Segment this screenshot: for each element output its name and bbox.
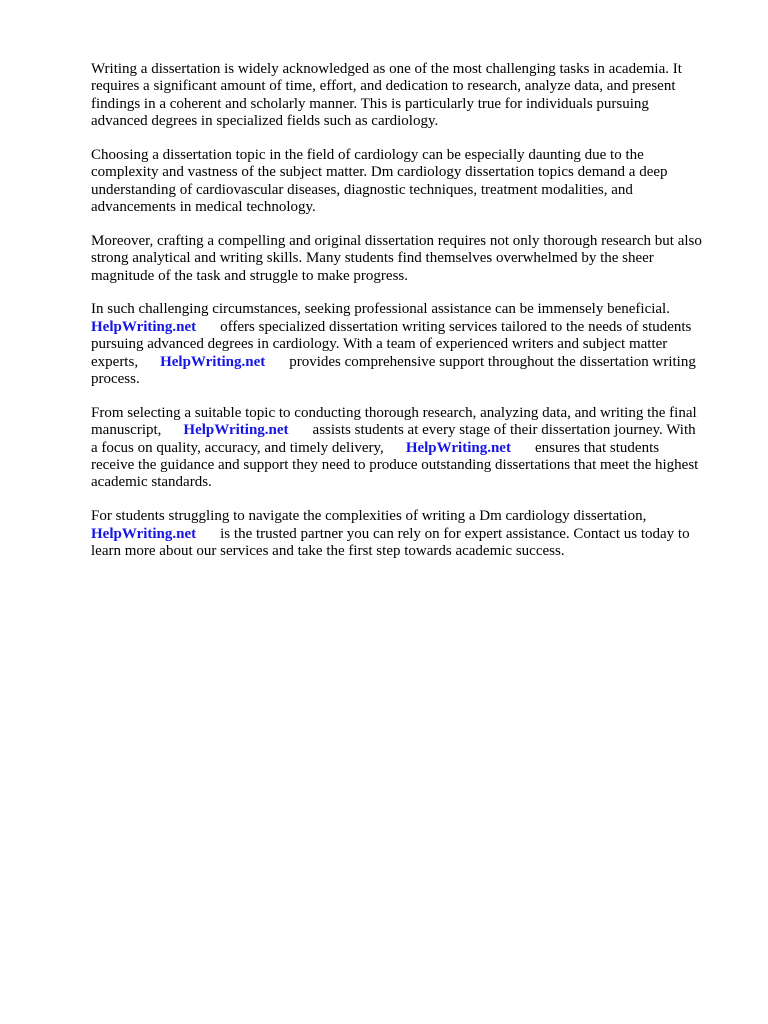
text-line: For students struggling to navigate the complexities of writing a Dm cardiology dissertation,: [91, 508, 647, 525]
text-fragment: provides comprehensive support throughout the dissertation writing: [289, 353, 696, 370]
helpwriting-link[interactable]: HelpWriting.net: [160, 353, 266, 370]
document-body: [91, 61, 731, 577]
paragraph-assistance: [91, 301, 731, 388]
text-line: Writing a dissertation is widely acknowledged as one of the most challenging tasks in academia. It: [91, 61, 682, 77]
paragraph-conclusion: [91, 508, 731, 560]
text-line: [91, 422, 731, 439]
text-line: In such challenging circumstances, seeking professional assistance can be immensely beneficial.: [91, 301, 670, 318]
text-line: findings in a coherent and scholarly manner. This is particularly true for individuals pursuing: [91, 95, 649, 112]
text-line: magnitude of the task and struggle to make progress.: [91, 267, 409, 284]
text-fragment: ensures that students: [534, 439, 660, 456]
text-line: advancements in medical technology.: [91, 199, 316, 216]
text-fragment: assists students at every stage of their dissertation journey. With: [312, 422, 696, 439]
text-line: advanced degrees in specialized fields such as cardiology.: [91, 113, 439, 130]
text-line: learn more about our services and take the first step towards academic success.: [91, 542, 565, 559]
paragraph-services: [91, 405, 731, 492]
text-line: academic standards.: [91, 474, 212, 491]
text-line: From selecting a suitable topic to conducting thorough research, analyzing data, and writing the final: [91, 404, 697, 421]
text-line: Choosing a dissertation topic in the field of cardiology can be especially daunting due to the: [91, 146, 644, 163]
text-line: strong analytical and writing skills. Many students find themselves overwhelmed by the sheer: [91, 250, 654, 267]
text-line: complexity and vastness of the subject matter. Dm cardiology dissertation topics demand a deep: [91, 164, 668, 181]
text-line: understanding of cardiovascular diseases, diagnostic techniques, treatment modalities, and: [91, 181, 633, 198]
paragraph-intro: [91, 61, 731, 131]
paragraph-challenges: [91, 233, 731, 285]
text-fragment: manuscript,: [91, 422, 162, 439]
helpwriting-link[interactable]: HelpWriting.net: [91, 525, 197, 542]
paragraph-topic: [91, 147, 731, 217]
text-line: [91, 354, 731, 371]
text-line: requires a significant amount of time, effort, and dedication to research, analyze data, and present: [91, 78, 676, 95]
text-fragment: a focus on quality, accuracy, and timely delivery,: [91, 439, 384, 456]
text-line: [91, 440, 731, 457]
text-fragment: offers specialized dissertation writing services tailored to the needs of students: [220, 318, 692, 335]
helpwriting-link[interactable]: HelpWriting.net: [183, 422, 289, 439]
helpwriting-link[interactable]: HelpWriting.net: [91, 318, 197, 335]
helpwriting-link[interactable]: HelpWriting.net: [405, 439, 511, 456]
text-line: pursuing advanced degrees in cardiology. With a team of experienced writers and subject matter: [91, 336, 668, 353]
text-fragment: experts,: [91, 353, 139, 370]
text-line: [91, 526, 731, 543]
text-line: process.: [91, 371, 140, 388]
text-line: receive the guidance and support they need to produce outstanding dissertations that meet the highest: [91, 456, 699, 473]
text-line: [91, 319, 731, 336]
text-line: Moreover, crafting a compelling and original dissertation requires not only thorough research but also: [91, 232, 702, 249]
text-fragment: is the trusted partner you can rely on for expert assistance. Contact us today to: [220, 525, 690, 542]
